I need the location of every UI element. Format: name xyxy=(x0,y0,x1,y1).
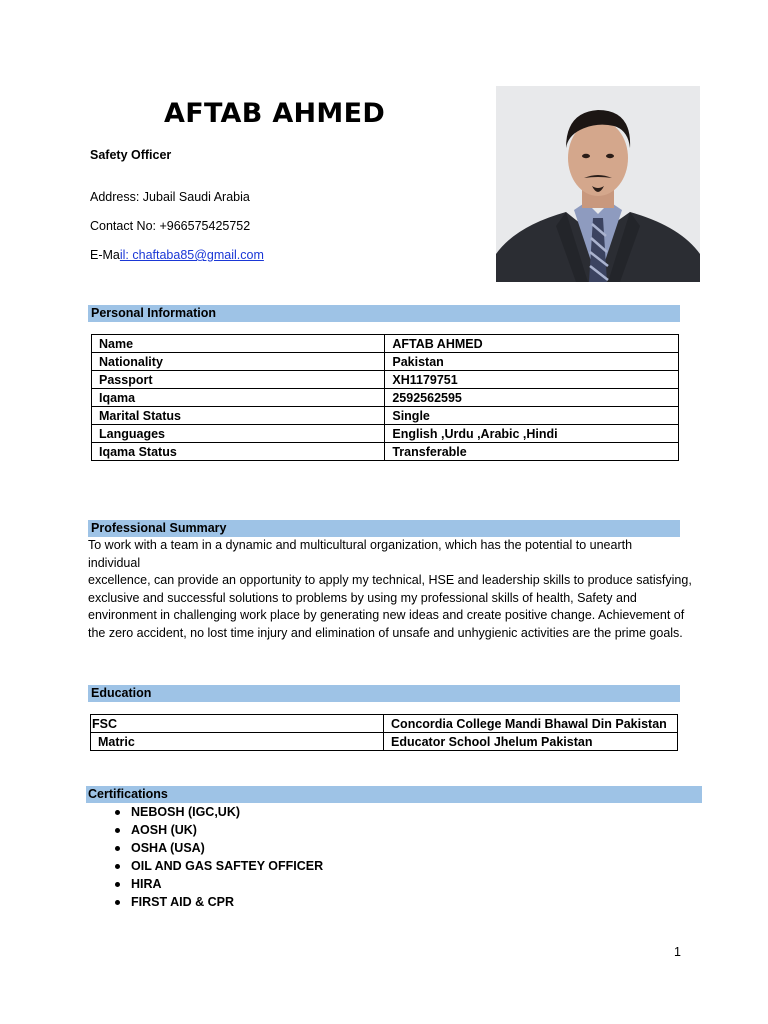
contact-line: Contact No: +966575425752 xyxy=(90,219,251,233)
list-item: AOSH (UK) xyxy=(112,821,323,839)
table-row xyxy=(92,425,679,443)
row-value: Single xyxy=(385,407,679,425)
row-value: English ,Urdu ,Arabic ,Hindi xyxy=(385,425,679,443)
education-heading: Education xyxy=(88,685,680,702)
row-value: Concordia College Mandi Bhawal Din Pakistan xyxy=(384,715,678,733)
personal-info-heading: Personal Information xyxy=(88,305,680,322)
summary-line: excellence, can provide an opportunity to apply my technical, HSE and leadership skills to produce satisfying, xyxy=(88,573,692,587)
list-item: NEBOSH (IGC,UK) xyxy=(112,803,323,821)
table-row xyxy=(91,733,678,751)
page-number: 1 xyxy=(674,945,681,959)
summary-text xyxy=(88,537,698,642)
row-label: Iqama xyxy=(92,389,385,407)
table-row xyxy=(92,335,679,353)
summary-line: exclusive and successful solutions to problems by using my professional skills of health, Safety and xyxy=(88,590,637,605)
list-item: FIRST AID & CPR xyxy=(112,893,323,911)
table-row xyxy=(92,407,679,425)
row-label: FSC xyxy=(91,715,384,733)
email-prefix: E-Ma xyxy=(90,248,120,262)
table-row xyxy=(91,715,678,733)
table-row xyxy=(92,389,679,407)
certifications-heading: Certifications xyxy=(86,786,702,803)
certifications-list xyxy=(112,803,323,911)
list-item: OSHA (USA) xyxy=(112,839,323,857)
portrait-illustration xyxy=(496,86,700,282)
row-label: Passport xyxy=(92,371,385,389)
candidate-name: AFTAB AHMED xyxy=(164,98,386,129)
profile-photo xyxy=(496,86,700,282)
education-table xyxy=(90,714,678,751)
row-label: Marital Status xyxy=(92,407,385,425)
row-label: Name xyxy=(92,335,385,353)
table-row xyxy=(92,353,679,371)
row-value: AFTAB AHMED xyxy=(385,335,679,353)
list-item: OIL AND GAS SAFTEY OFFICER xyxy=(112,857,323,875)
row-value: Transferable xyxy=(385,443,679,461)
summary-line: individual xyxy=(88,555,141,570)
row-label: Iqama Status xyxy=(92,443,385,461)
summary-line: To work with a team in a dynamic and multicultural organization, which has the potential to unearth xyxy=(88,538,633,552)
row-value: 2592562595 xyxy=(385,389,679,407)
email-link[interactable]: il: chaftaba85@gmail.com xyxy=(119,248,264,262)
summary-line: the zero accident, no lost time injury and elimination of unsafe and unhygienic activities are the prime goals. xyxy=(88,625,683,640)
row-label: Nationality xyxy=(92,353,385,371)
email-line xyxy=(90,248,264,262)
table-row xyxy=(92,371,679,389)
row-value: Educator School Jhelum Pakistan xyxy=(384,733,678,751)
summary-heading: Professional Summary xyxy=(88,520,680,537)
personal-info-table xyxy=(91,334,679,461)
job-title: Safety Officer xyxy=(90,148,172,162)
row-value: XH1179751 xyxy=(385,371,679,389)
address-line: Address: Jubail Saudi Arabia xyxy=(90,190,250,204)
table-row xyxy=(92,443,679,461)
row-value: Pakistan xyxy=(385,353,679,371)
summary-line: environment in challenging work place by generating new ideas and create positive change. Achievement of xyxy=(88,608,685,622)
row-label: Languages xyxy=(92,425,385,443)
row-label: Matric xyxy=(91,733,384,751)
list-item: HIRA xyxy=(112,875,323,893)
